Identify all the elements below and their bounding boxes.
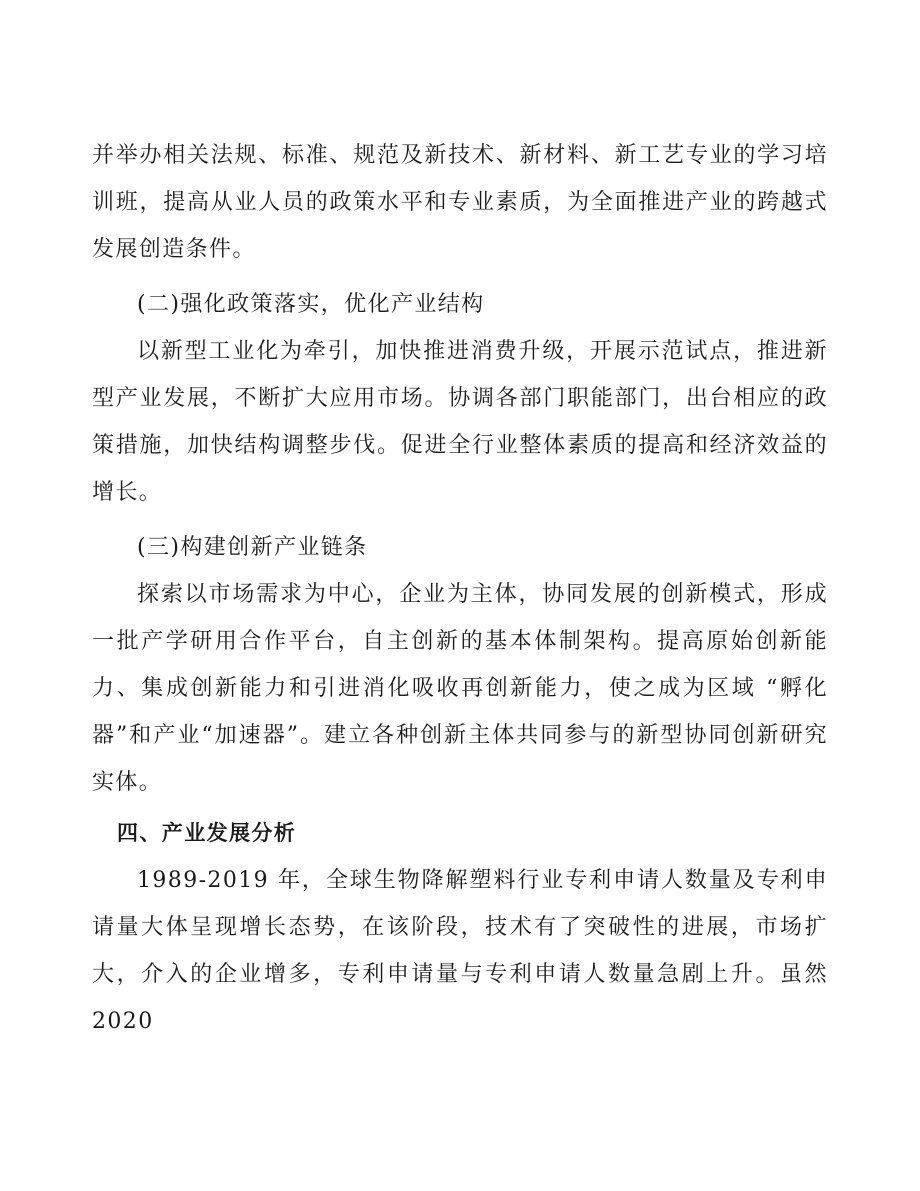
paragraph-policy: 以新型工业化为牵引，加快推进消费升级，开展示范试点，推进新型产业发展，不断扩大应用市场。协调各部门职能部门，出台相应的政策措施，加快结构调整步伐。促进全行业整体素质的提高和经济效益的增长。 bbox=[92, 339, 828, 505]
paragraph-innovation: 探索以市场需求为中心，企业为主体，协同发展的创新模式，形成一批产学研用合作平台，自主创新的基本体制架构。提高原始创新能力、集成创新能力和引进消化吸收再创新能力，使之成为区域 “孵化器”和产业“加速器”。建立各种创新主体共同参与的新型协同创新研究实体。 bbox=[92, 582, 828, 795]
subsection-heading-policy: (二)强化政策落实，优化产业结构 bbox=[137, 292, 485, 317]
subsection-heading-innovation: (三)构建创新产业链条 bbox=[137, 535, 368, 560]
paragraph-industry-analysis: 1989-2019 年，全球生物降解塑料行业专利申请人数量及专利申请量大体呈现增长态势，在该阶段，技术有了突破性的进展，市场扩大，介入的企业增多，专利申请量与专利申请人数量急剧上升。虽然 2020 bbox=[92, 868, 828, 1034]
document-body bbox=[92, 132, 828, 1045]
paragraph-training: 并举办相关法规、标准、规范及新技术、新材料、新工艺专业的学习培训班，提高从业人员的政策水平和专业素质，为全面推进产业的跨越式发展创造条件。 bbox=[92, 143, 828, 262]
section-heading-industry-analysis: 四、产业发展分析 bbox=[117, 821, 297, 845]
